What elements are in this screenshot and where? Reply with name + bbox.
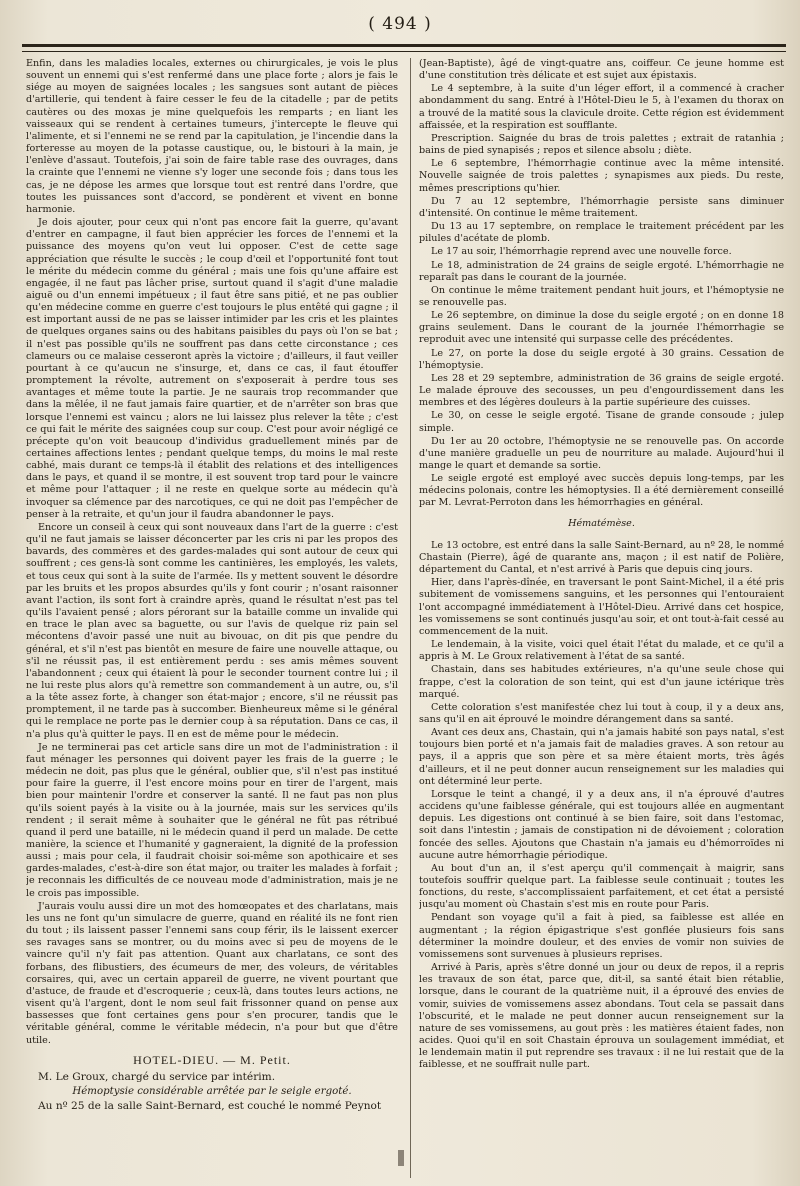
paragraph: Le 4 septembre, à la suite d'un léger effort, il a commencé à cracher abondamment du sang. Entré à l'Hôtel-Dieu le 5, à l'examen du thorax on a trouvé de la matité sous la clavicule droite. Cette région est évidemment affaissée, et la respiration est soufflante. <box>419 83 784 131</box>
paragraph: Le 18, administration de 24 grains de seigle ergoté. L'hémorrhagie ne reparaît pas dans le courant de la journée. <box>419 259 784 283</box>
paragraph: Le lendemain, à la visite, voici quel était l'état du malade, et ce qu'il a appris à M. Le Groux relativement à l'état de sa santé. <box>419 639 784 663</box>
paragraph: Prescription. Saignée du bras de trois palettes ; extrait de ratanhia ; bains de pied synapisés ; repos et silence absolu ; diète. <box>419 132 784 157</box>
paragraph: Lorsque le teint a changé, il y a deux ans, il n'a éprouvé d'autres accidens qu'une faiblesse générale, qui est toujours allée en augmentant depuis. Les digestions ont continué à se bien faire, soit dans l'estomac, soit dans l'intestin ; jamais de constipation ni de dévoiement ; coloration foncée des selles. Ajoutons que Chastain n'a jamais eu d'hémorroïdes ni aucune autre hémorrhagie périodique. <box>419 788 784 861</box>
paragraph: Pendant son voyage qu'il a fait à pied, sa faiblesse est allée en augmentant ; la région épigastrique s'est gonflée plusieurs fois sans déterminer la moindre douleur, et des envies de vomir non suivies de vomissemens sont survenues à plusieurs reprises. <box>419 912 784 960</box>
paragraph: Du 13 au 17 septembre, on remplace le traitement précédent par les pilules d'acétate de plomb. <box>419 221 784 245</box>
paragraph: Du 1er au 20 octobre, l'hémoptysie ne se renouvelle pas. On accorde d'une manière graduelle un peu de nourriture au malade. Aujourd'hui il mange le quart et demande sa sortie. <box>419 435 784 471</box>
header-rule <box>22 44 786 52</box>
page-number: ( 494 ) <box>368 14 432 34</box>
paragraph: Je dois ajouter, pour ceux qui n'ont pas encore fait la guerre, qu'avant d'entrer en campagne, il faut bien apprécier les forces de l'ennemi et la puissance des moyens qu'on veut lui opposer. C'est de cette sage appréciation que résulte le succès ; le coup d'œil et l'opportunité font tout le mérite du médecin comme du général ; mais une fois qu'une affaire est engagée, il ne faut pas lâcher prise, surtout quand il s'agit d'une maladie aiguë ou d'un ennemi impétueux ; il faut être sans pitié, et ne pas oublier qu'en médecine comme en guerre c'est toujours le plus entêté qui gagne ; il est important aussi de ne pas se laisser intimider par les cris et les plaintes de quelques organes sains ou des habitans paisibles du pays où l'on se bat ; il n'est pas possible qu'ils ne souffrent pas dans cette circonstance ; ces clameurs ou ce malaise cesseront après la victoire ; d'ailleurs, il faut veiller pourtant à ce qu'aucun ne s'insurge, et, dans ce cas, il faut étouffer promptement la révolte, autrement on s'exposerait à perdre tous ses avantages et même toute la partie. Je ne saurais trop recommander que dans la mêlée, il ne faut jamais faire quartier, et de n'arrêter son bras que lorsque l'ennemi est vaincu ; alors ne lui laissez plus relever la tête ; c'est ce qui fait le mérite des saignées coup sur coup. C'est pour avoir négligé ce précepte qu'on voit beaucoup d'individus graduellement minés par de certaines affections lentes ; pendant quelque temps, du moins le mal reste cabhé, mais durant ce temps-là il établit des relations et des intelligences dans le pays, et quand il se montre, il est souvent trop tard pour le vaincre et même pour l'attaquer ; il ne reste en quelque sorte au médecin qu'à invoquer sa clémence par des narcotiques, ce qui ne doit pas l'empêcher de penser à la retraite, et qu'un jour il faudra abandonner le pays. <box>26 217 398 520</box>
paragraph: Arrivé à Paris, après s'être donné un jour ou deux de repos, il a repris les travaux de son état, parce que, dit-il, sa santé était bien rétablie, lorsque, dans le courant de la quatrième nuit, il a éprouvé des envies de vomir, suivies de vomissemens assez abondans. Tout cela se passait dans l'obscurité, et le malade ne peut donner aucun renseignement sur la nature de ses vomissemens, au gout près : les matières étaient fades, non acides. Quoi qu'il en soit Chastain éprouva un soulagement immédiat, et le lendemain matin il put reprendre ses travaux : il ne lui restait que de la faiblesse, et ne souffrait nulle part. <box>419 962 784 1071</box>
paragraph: Le 26 septembre, on diminue la dose du seigle ergoté ; on en donne 18 grains seulement. Dans le courant de la journée l'hémorrhagie se reproduit avec une intensité qui surpasse celle des précédentes. <box>419 310 784 346</box>
paragraph: J'aurais voulu aussi dire un mot des homœopates et des charlatans, mais les uns ne font qu'un simulacre de guerre, quand en réalité ils ne font rien du tout ; ils laissent passer l'ennemi sans coup férir, ils le laissent exercer ses ravages sans se montrer, ou du moins avec si peu de moyens de le vaincre qu'il n'y fait pas attention. Quant aux charlatans, ce sont des forbans, des flibustiers, des écumeurs de mer, des voleurs, de véritables corsaires, qui, avec un certain appareil de guerre, ne vivent pourtant que d'astuce, de fraude et d'escroquerie ; ceux-là, dans toutes leurs actions, ne visent qu'à l'argent, dont le nom seul fait frissonner quand on pense aux bassesses que font certaines gens pour s'en procurer, tandis que le véritable général, comme le véritable médecin, n'a pour but que d'être utile. <box>26 900 398 1046</box>
paragraph: Au bout d'un an, il s'est aperçu qu'il commençait à maigrir, sans toutefois souffrir quelque part. La faiblesse seule continuait ; toutes les fonctions, du reste, s'accomplissaient parfaitement, et cet état a persisté jusqu'au moment où Chastain s'est mis en route pour Paris. <box>419 862 784 911</box>
paragraph: Le 30, on cesse le seigle ergoté. Tisane de grande consoude ; julep simple. <box>419 410 784 434</box>
paragraph: Le 27, on porte la dose du seigle ergoté à 30 grains. Cessation de l'hémoptysie. <box>419 347 784 371</box>
section-title: HOTEL-DIEU. — M. Petit. <box>133 1052 291 1067</box>
paragraph: Cette coloration s'est manifestée chez lui tout à coup, il y a deux ans, sans qu'il en ait éprouvé le moindre dérangement dans sa santé. <box>419 701 784 725</box>
right-column <box>419 58 784 1178</box>
paragraph: Avant ces deux ans, Chastain, qui n'a jamais habité son pays natal, s'est toujours bien porté et n'a jamais fait de maladies graves. A son retour au pays, il a appris que son père et sa mère étaient morts, très âgés d'ailleurs, et il ne peut donner aucun renseignement sur les maladies qui ont déterminé leur perte. <box>419 727 784 787</box>
section-subtitle: M. Le Groux, chargé du service par intérim. <box>38 1070 276 1083</box>
paragraph: Les 28 et 29 septembre, administration de 36 grains de seigle ergoté. Le malade éprouve des secousses, un peu d'engourdissement dans les membres et des légères douleurs à la partie supérieure des cuisses. <box>419 372 784 409</box>
paragraph: Hier, dans l'après-dînée, en traversant le pont Saint-Michel, il a été pris subitement de vomissemens sanguins, et les personnes qui l'entouraient l'ont accompagné immédiatement à l'Hôtel-Dieu. Arrivé dans cet hospice, les vomissemens se sont continués jusqu'au soir, et ont tout-à-fait cessé au commencement de la nuit. <box>419 577 784 637</box>
case-heading: Hémoptysie considérable arrêtée par le seigle ergoté. <box>72 1085 352 1097</box>
margin-mark <box>398 1150 404 1166</box>
paragraph: Du 7 au 12 septembre, l'hémorrhagie persiste sans diminuer d'intensité. On continue le même traitement. <box>419 195 784 219</box>
left-column <box>26 58 398 1178</box>
paragraph: Le 6 septembre, l'hémorrhagie continue avec la même intensité. Nouvelle saignée de trois palettes ; synapismes aux pieds. Du reste, mêmes prescriptions qu'hier. <box>419 158 784 194</box>
column-divider <box>410 58 411 1178</box>
paragraph: Le 13 octobre, est entré dans la salle Saint-Bernard, au nº 28, le nommé Chastain (Pierre), âgé de quarante ans, maçon ; il est natif de Polière, département du Cantal, et n'est arrivé à Paris que depuis cinq jours. <box>419 539 784 576</box>
paragraph: Chastain, dans ses habitudes extérieures, n'a qu'une seule chose qui frappe, c'est la coloration de son teint, qui est d'un jaune ictérique très marqué. <box>419 664 784 700</box>
paragraph: On continue le même traitement pendant huit jours, et l'hémoptysie ne se renouvelle pas. <box>419 284 784 308</box>
paragraph: Le 17 au soir, l'hémorrhagie reprend avec une nouvelle force. <box>431 246 732 258</box>
paragraph: Au nº 25 de la salle Saint-Bernard, est couché le nommé Peynot <box>38 1099 382 1112</box>
case-heading: Hématémèse. <box>568 517 635 529</box>
paragraph: (Jean-Baptiste), âgé de vingt-quatre ans, coiffeur. Ce jeune homme est d'une constitution très délicate et est sujet aux épistaxis. <box>419 58 784 82</box>
paragraph: Je ne terminerai pas cet article sans dire un mot de l'administration : il faut ménager les personnes qui doivent payer les frais de la guerre ; le médecin ne doit, pas plus que le général, oublier que, s'il n'est pas institué pour faire la guerre, il l'est encore moins pour en tirer de l'argent, mais bien pour maintenir l'ordre et conserver la santé. Il ne faut pas non plus qu'ils soient payés à la visite ou à la journée, mais sur les services qu'ils rendent ; il serait même à souhaiter que le général ne fût pas rétribué quand il perd une bataille, ni le médecin quand il perd un malade. De cette manière, la science et l'humanité y gagneraient, la dignité de la profession aussi ; mais pour cela, il faudrait choisir soi-même son apothicaire et ses gardes-malades, c'est-à-dire son état major, ou traiter les malades à forfait ; je reconnais les difficultés de ce nouveau mode d'administration, mais je ne le crois pas impossible. <box>26 741 398 899</box>
paragraph: Enfin, dans les maladies locales, externes ou chirurgicales, je vois le plus souvent un ennemi qui s'est renfermé dans une place forte ; alors je fais le siége au moyen de saignées locales ; les sangsues sont autant de pièces d'artillerie, qui tendent à faire cesser le feu de la citadelle ; par de petits cautères ou des moxas je mine quelquefois les remparts ; en liant les vaisseaux qui se rendent à certaines tumeurs, j'intercepte le fleuve qui l'alimente, et si l'ennemi ne se rend par la capitulation, je l'incendie dans la forteresse au moyen de la potasse caustique, ou, le bistouri à la main, je l'enlève d'assaut. Toutefois, j'ai soin de faire table rase des ouvrages, dans la crainte que l'ennemi ne vienne s'y loger une seconde fois ; dans tous les cas, je ne dépose les armes que lorsque tout est rentré dans l'ordre, que toutes les puissances sont d'accord, se pondèrent et vivent en bonne harmonie. <box>26 58 398 215</box>
paragraph: Encore un conseil à ceux qui sont nouveaux dans l'art de la guerre : c'est qu'il ne faut jamais se laisser déconcerter par les cris ni par les propos des bavards, des commères et des gardes-malades qui sont autour de ceux qui souffrent ; ces gens-là sont comme les cantinières, les employés, les valets, et tous ceux qui sont à la suite de l'armée. Ils y mettent souvent le désordre par les bruits et les propos absurdes qu'ils y font courir ; n'osant raisonner avant l'action, ils sont fort à craindre après, quand le résultat n'est pas tel qu'ils l'avaient pensé ; alors pérorant sur la bataille comme un invalide qui en trace le plan avec sa baguette, ou sur l'avis de quelque riz pain sel mécontens d'avoir passé une nuit au bivouac, on dit pis que pendre du général, et s'il n'est pas bientôt en mesure de faire une nouvelle attaque, ou s'il ne réussit pas, il est entièrement perdu : ses amis mêmes souvent l'abandonnent ; ceux qui étaient là pour le seconder tournent contre lui ; il ne lui reste plus alors qu'à remettre son commandement à un autre, ou, s'il a la tête assez forte, à changer son état-major ; encore, s'il ne réussit pas promptement, il ne tarde pas à succomber. Bienheureux même si le général qui le remplace ne porte pas le dernier coup à sa réputation. Dans ce cas, il n'a plus qu'à quitter le pays. Il en est de même pour le médecin. <box>26 521 398 740</box>
paragraph: Le seigle ergoté est employé avec succès depuis long-temps, par les médecins polonais, contre les hémoptysies. Il a été dernièrement conseillé par M. Levrat-Perroton dans les hémorrhagies en général. <box>419 473 784 509</box>
